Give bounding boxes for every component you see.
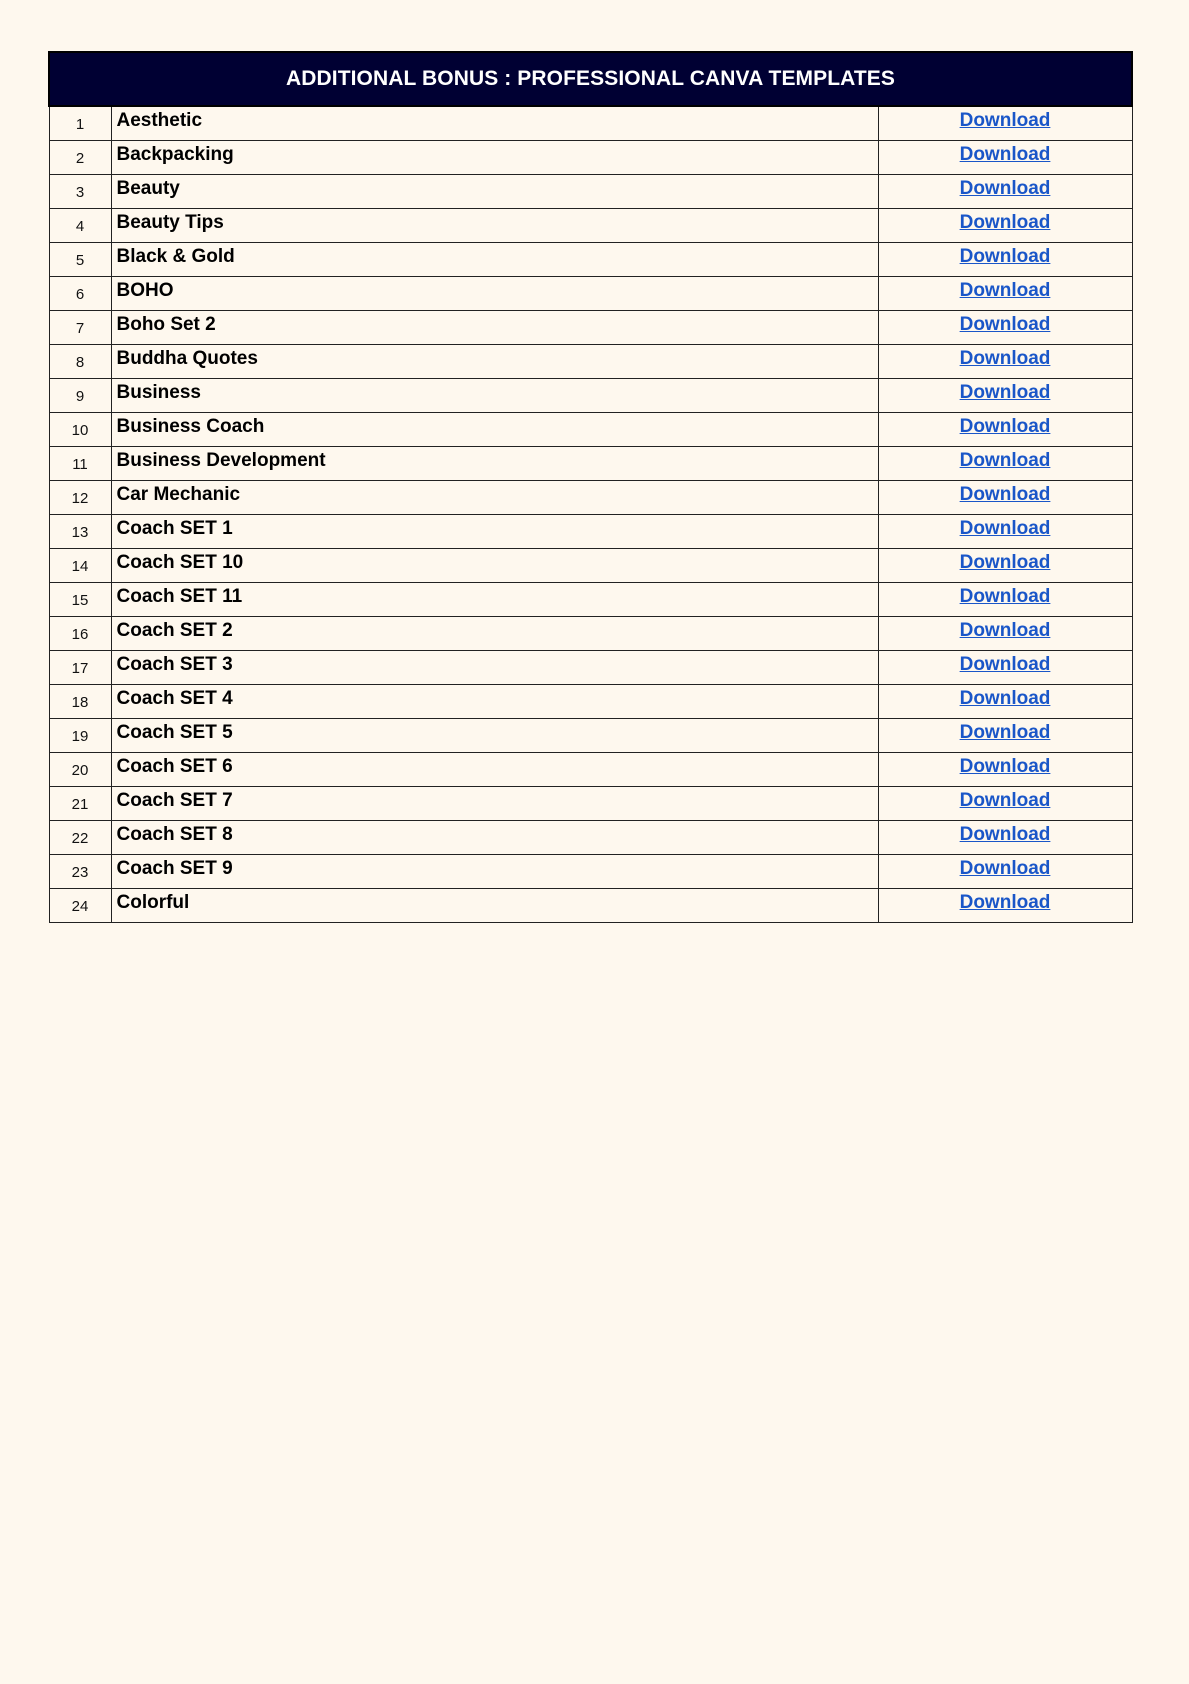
row-number: 24 bbox=[49, 888, 111, 922]
template-name: Coach SET 1 bbox=[111, 514, 878, 548]
table-row bbox=[49, 378, 1132, 412]
download-cell bbox=[878, 650, 1132, 684]
download-link[interactable]: Download bbox=[959, 857, 1051, 879]
table-row bbox=[49, 616, 1132, 650]
row-number: 17 bbox=[49, 650, 111, 684]
download-link[interactable]: Download bbox=[959, 823, 1051, 845]
template-name: Coach SET 3 bbox=[111, 650, 878, 684]
table-body bbox=[49, 106, 1132, 922]
template-name: Backpacking bbox=[111, 140, 878, 174]
download-cell bbox=[878, 208, 1132, 242]
template-name: Coach SET 7 bbox=[111, 786, 878, 820]
table-row bbox=[49, 208, 1132, 242]
template-name: Black & Gold bbox=[111, 242, 878, 276]
template-name: Coach SET 9 bbox=[111, 854, 878, 888]
table-row bbox=[49, 412, 1132, 446]
download-link[interactable]: Download bbox=[959, 891, 1051, 913]
download-cell bbox=[878, 446, 1132, 480]
template-name: Aesthetic bbox=[111, 106, 878, 140]
template-name: Buddha Quotes bbox=[111, 344, 878, 378]
template-name: Beauty Tips bbox=[111, 208, 878, 242]
download-cell bbox=[878, 718, 1132, 752]
row-number: 14 bbox=[49, 548, 111, 582]
download-link[interactable]: Download bbox=[959, 755, 1051, 777]
table-title: ADDITIONAL BONUS : PROFESSIONAL CANVA TEMPLATES bbox=[49, 52, 1132, 106]
row-number: 7 bbox=[49, 310, 111, 344]
row-number: 18 bbox=[49, 684, 111, 718]
download-cell bbox=[878, 106, 1132, 140]
download-cell bbox=[878, 480, 1132, 514]
download-cell bbox=[878, 174, 1132, 208]
download-cell bbox=[878, 310, 1132, 344]
table-row bbox=[49, 854, 1132, 888]
download-link[interactable]: Download bbox=[959, 449, 1051, 471]
download-link[interactable]: Download bbox=[959, 211, 1051, 233]
row-number: 13 bbox=[49, 514, 111, 548]
template-name: Coach SET 2 bbox=[111, 616, 878, 650]
download-link[interactable]: Download bbox=[959, 653, 1051, 675]
row-number: 12 bbox=[49, 480, 111, 514]
templates-table bbox=[48, 51, 1133, 923]
table-row bbox=[49, 174, 1132, 208]
download-cell bbox=[878, 752, 1132, 786]
table-row bbox=[49, 514, 1132, 548]
table-row bbox=[49, 888, 1132, 922]
table-row bbox=[49, 650, 1132, 684]
download-cell bbox=[878, 242, 1132, 276]
download-cell bbox=[878, 888, 1132, 922]
download-cell bbox=[878, 276, 1132, 310]
table-row bbox=[49, 820, 1132, 854]
download-link[interactable]: Download bbox=[959, 381, 1051, 403]
template-name: Coach SET 11 bbox=[111, 582, 878, 616]
download-cell bbox=[878, 344, 1132, 378]
download-cell bbox=[878, 854, 1132, 888]
table-row bbox=[49, 752, 1132, 786]
download-cell bbox=[878, 140, 1132, 174]
table-row bbox=[49, 480, 1132, 514]
row-number: 1 bbox=[49, 106, 111, 140]
download-link[interactable]: Download bbox=[959, 789, 1051, 811]
table-row bbox=[49, 718, 1132, 752]
download-link[interactable]: Download bbox=[959, 143, 1051, 165]
template-name: Car Mechanic bbox=[111, 480, 878, 514]
download-cell bbox=[878, 786, 1132, 820]
table-row bbox=[49, 310, 1132, 344]
table-row bbox=[49, 582, 1132, 616]
download-link[interactable]: Download bbox=[959, 517, 1051, 539]
download-cell bbox=[878, 820, 1132, 854]
download-cell bbox=[878, 378, 1132, 412]
row-number: 23 bbox=[49, 854, 111, 888]
download-link[interactable]: Download bbox=[959, 347, 1051, 369]
row-number: 8 bbox=[49, 344, 111, 378]
template-name: Coach SET 5 bbox=[111, 718, 878, 752]
download-link[interactable]: Download bbox=[959, 415, 1051, 437]
table-row bbox=[49, 684, 1132, 718]
download-link[interactable]: Download bbox=[959, 687, 1051, 709]
template-name: Business bbox=[111, 378, 878, 412]
download-link[interactable]: Download bbox=[959, 245, 1051, 267]
download-link[interactable]: Download bbox=[959, 110, 1051, 131]
table-row bbox=[49, 276, 1132, 310]
download-link[interactable]: Download bbox=[959, 483, 1051, 505]
row-number: 19 bbox=[49, 718, 111, 752]
template-name: Coach SET 10 bbox=[111, 548, 878, 582]
download-link[interactable]: Download bbox=[959, 177, 1051, 199]
table-row bbox=[49, 106, 1132, 140]
template-name: Beauty bbox=[111, 174, 878, 208]
template-name: Coach SET 4 bbox=[111, 684, 878, 718]
table-row bbox=[49, 344, 1132, 378]
row-number: 5 bbox=[49, 242, 111, 276]
template-name: Business Development bbox=[111, 446, 878, 480]
template-name: BOHO bbox=[111, 276, 878, 310]
download-cell bbox=[878, 582, 1132, 616]
templates-sheet bbox=[48, 51, 1131, 923]
row-number: 16 bbox=[49, 616, 111, 650]
download-cell bbox=[878, 514, 1132, 548]
download-cell bbox=[878, 548, 1132, 582]
download-link[interactable]: Download bbox=[959, 585, 1051, 607]
row-number: 6 bbox=[49, 276, 111, 310]
row-number: 9 bbox=[49, 378, 111, 412]
table-row bbox=[49, 548, 1132, 582]
template-name: Colorful bbox=[111, 888, 878, 922]
template-name: Business Coach bbox=[111, 412, 878, 446]
template-name: Coach SET 6 bbox=[111, 752, 878, 786]
row-number: 20 bbox=[49, 752, 111, 786]
download-cell bbox=[878, 412, 1132, 446]
table-row bbox=[49, 140, 1132, 174]
row-number: 15 bbox=[49, 582, 111, 616]
row-number: 21 bbox=[49, 786, 111, 820]
table-header-row bbox=[49, 52, 1132, 106]
download-link[interactable]: Download bbox=[959, 279, 1051, 301]
table-row bbox=[49, 242, 1132, 276]
download-link[interactable]: Download bbox=[959, 619, 1051, 641]
download-cell bbox=[878, 684, 1132, 718]
table-row bbox=[49, 446, 1132, 480]
row-number: 11 bbox=[49, 446, 111, 480]
download-cell bbox=[878, 616, 1132, 650]
table-row bbox=[49, 786, 1132, 820]
download-link[interactable]: Download bbox=[959, 721, 1051, 743]
template-name: Boho Set 2 bbox=[111, 310, 878, 344]
row-number: 4 bbox=[49, 208, 111, 242]
row-number: 2 bbox=[49, 140, 111, 174]
row-number: 3 bbox=[49, 174, 111, 208]
row-number: 22 bbox=[49, 820, 111, 854]
download-link[interactable]: Download bbox=[959, 313, 1051, 335]
template-name: Coach SET 8 bbox=[111, 820, 878, 854]
row-number: 10 bbox=[49, 412, 111, 446]
download-link[interactable]: Download bbox=[959, 551, 1051, 573]
